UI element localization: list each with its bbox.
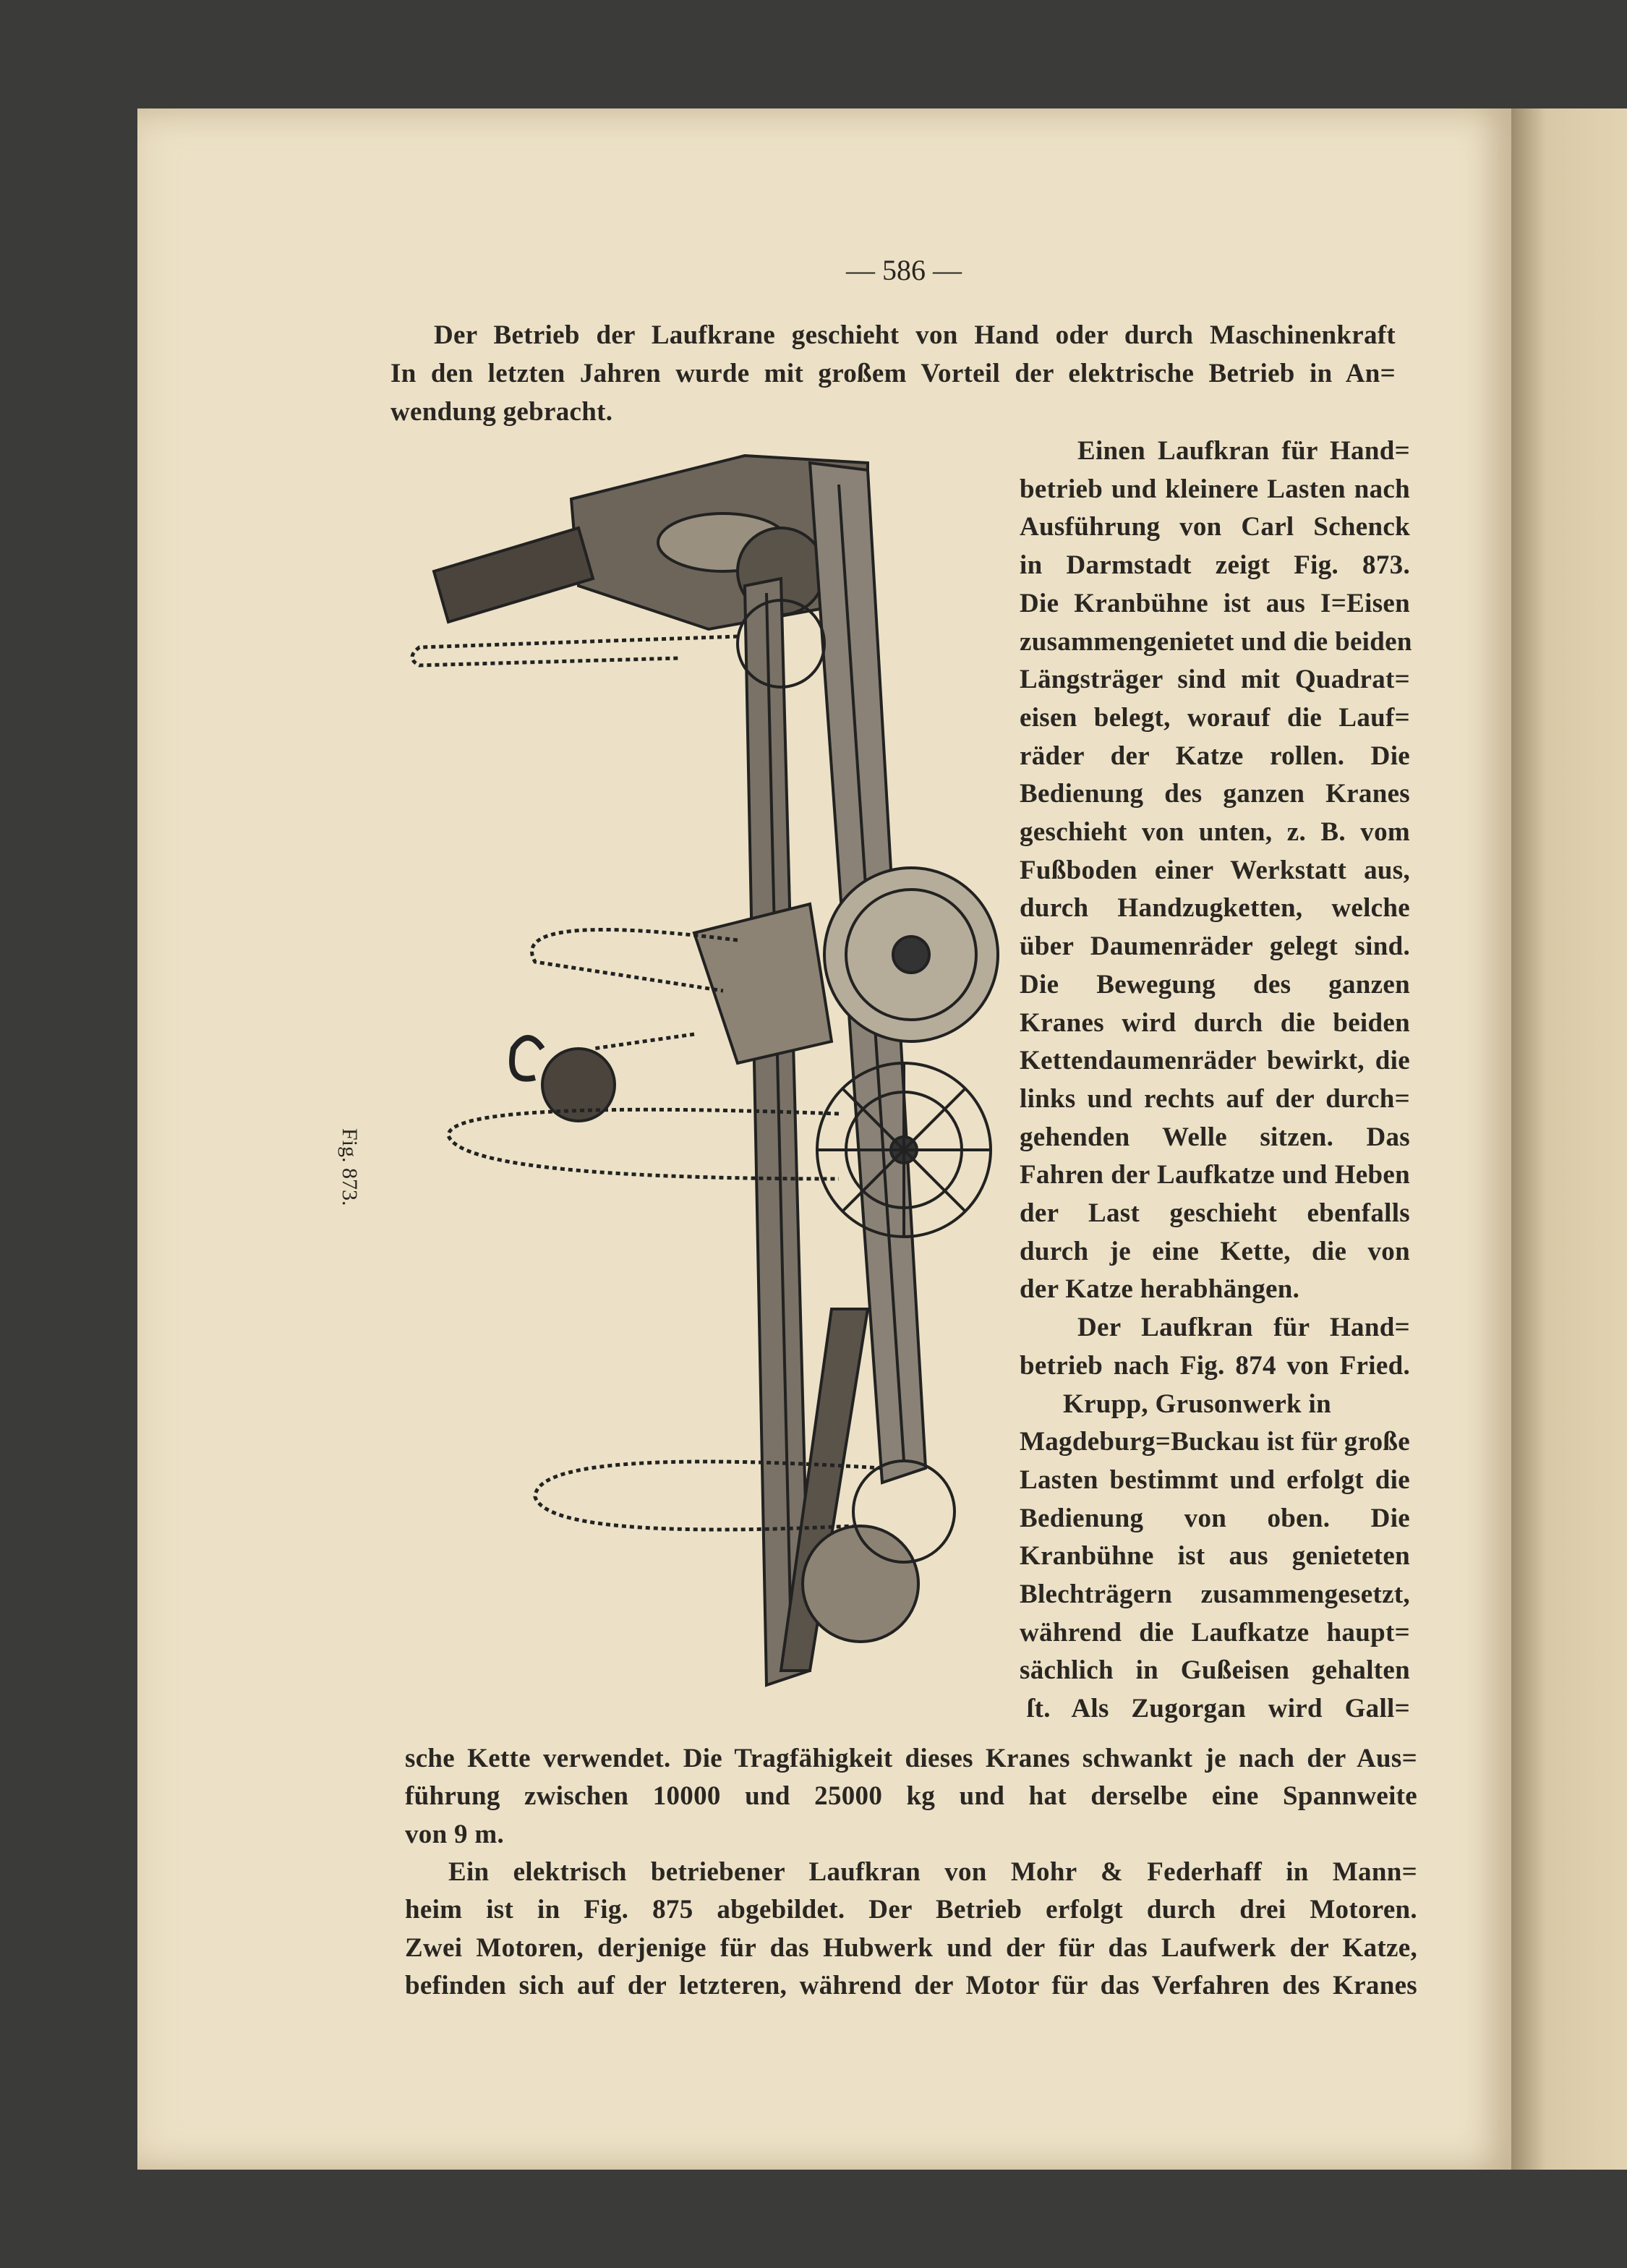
hook [512, 1038, 542, 1079]
text-line: Krupp, Grusonwerk in [1063, 1389, 1331, 1419]
text-line: über Daumenräder gelegt sind. [1020, 932, 1410, 961]
text-line: Kranes wird durch die beiden [1020, 1008, 1410, 1038]
figure-label: Fig. 873. [338, 1128, 362, 1206]
text-line: führung zwischen 10000 und 25000 kg und hat derselbe eine Spannweite [405, 1781, 1417, 1811]
text-line: Längsträger sind mit Quadrat= [1020, 665, 1410, 694]
text-line: In den letzten Jahren wurde mit großem Vorteil der elektrische Betrieb in An= [390, 359, 1396, 388]
text-line: Ein elektrisch betriebener Laufkran von Mohr & Federhaff in Mann= [448, 1857, 1417, 1887]
text-line: Blechträgern zusammengesetzt, [1020, 1580, 1410, 1609]
text-line: ſt. Als Zugorgan wird Gall= [1027, 1694, 1410, 1723]
text-line: in Darmstadt zeigt Fig. 873. [1020, 550, 1410, 580]
crane-beam-left [745, 579, 810, 1685]
text-line: befinden sich auf der letzteren, während der Motor für das Verfahren des Kranes [405, 1971, 1417, 2000]
text-line: räder der Katze rollen. Die [1020, 741, 1410, 771]
text-line: Der Betrieb der Laufkrane geschieht von Hand oder durch Maschinenkraft [434, 320, 1396, 350]
text-line: geschieht von unten, z. B. vom [1020, 817, 1410, 847]
text-line: Bedienung des ganzen Kranes [1020, 779, 1410, 809]
hand-chains [412, 636, 882, 1530]
text-line: Die Kranbühne ist aus I=Eisen [1020, 589, 1410, 618]
text-line: Der Laufkran für Hand= [1077, 1313, 1410, 1342]
text-line: Fußboden einer Werkstatt aus, [1020, 856, 1410, 885]
text-line: betrieb nach Fig. 874 von Fried. [1020, 1351, 1410, 1381]
text-line: während die Laufkatze haupt= [1020, 1618, 1410, 1647]
crane-illustration [405, 441, 1027, 1714]
text-line: sächlich in Gußeisen gehalten [1020, 1655, 1410, 1685]
text-line: sche Kette verwendet. Die Tragfähigkeit dieses Kranes schwankt je nach der Aus= [405, 1744, 1417, 1773]
text-line: der Last geschieht ebenfalls [1020, 1198, 1410, 1228]
text-line: gehenden Welle sitzen. Das [1020, 1122, 1410, 1152]
text-line: links und rechts auf der durch= [1020, 1084, 1410, 1114]
text-line: Magdeburg=Buckau ist für große [1020, 1427, 1410, 1457]
text-line: zusammengenietet und die beiden [1020, 627, 1412, 657]
next-page-edge [1511, 108, 1627, 2170]
pulley-block [542, 1049, 615, 1121]
gear-wheel-lower [803, 1526, 918, 1642]
text-line: Fahren der Laufkatze und Heben [1020, 1160, 1410, 1190]
text-line: betrieb und kleinere Lasten nach [1020, 474, 1410, 504]
text-line: durch Handzugketten, welche [1020, 893, 1410, 923]
text-line: Die Bewegung des ganzen [1020, 970, 1410, 999]
text-line: eisen belegt, worauf die Lauf= [1020, 703, 1410, 733]
text-line: von 9 m. [405, 1820, 505, 1849]
text-line: durch je eine Kette, die von [1020, 1237, 1410, 1266]
text-line: Bedienung von oben. Die [1020, 1504, 1410, 1533]
page-number: — 586 — [846, 254, 962, 286]
text-line: Kettendaumenräder bewirkt, die [1020, 1046, 1410, 1075]
text-line: Ausführung von Carl Schenck [1020, 512, 1410, 542]
text-line: heim ist in Fig. 875 abgebildet. Der Betrieb erfolgt durch drei Motoren. [405, 1895, 1417, 1924]
text-line: der Katze herabhängen. [1020, 1274, 1300, 1304]
text-line: Einen Laufkran für Hand= [1077, 436, 1410, 466]
text-line: Lasten bestimmt und erfolgt die [1020, 1465, 1410, 1495]
text-line: Kranbühne ist aus genieteten [1020, 1541, 1410, 1571]
text-line: wendung gebracht. [390, 397, 613, 427]
text-line: Zwei Motoren, derjenige für das Hubwerk und der für das Laufwerk der Katze, [405, 1933, 1417, 1963]
